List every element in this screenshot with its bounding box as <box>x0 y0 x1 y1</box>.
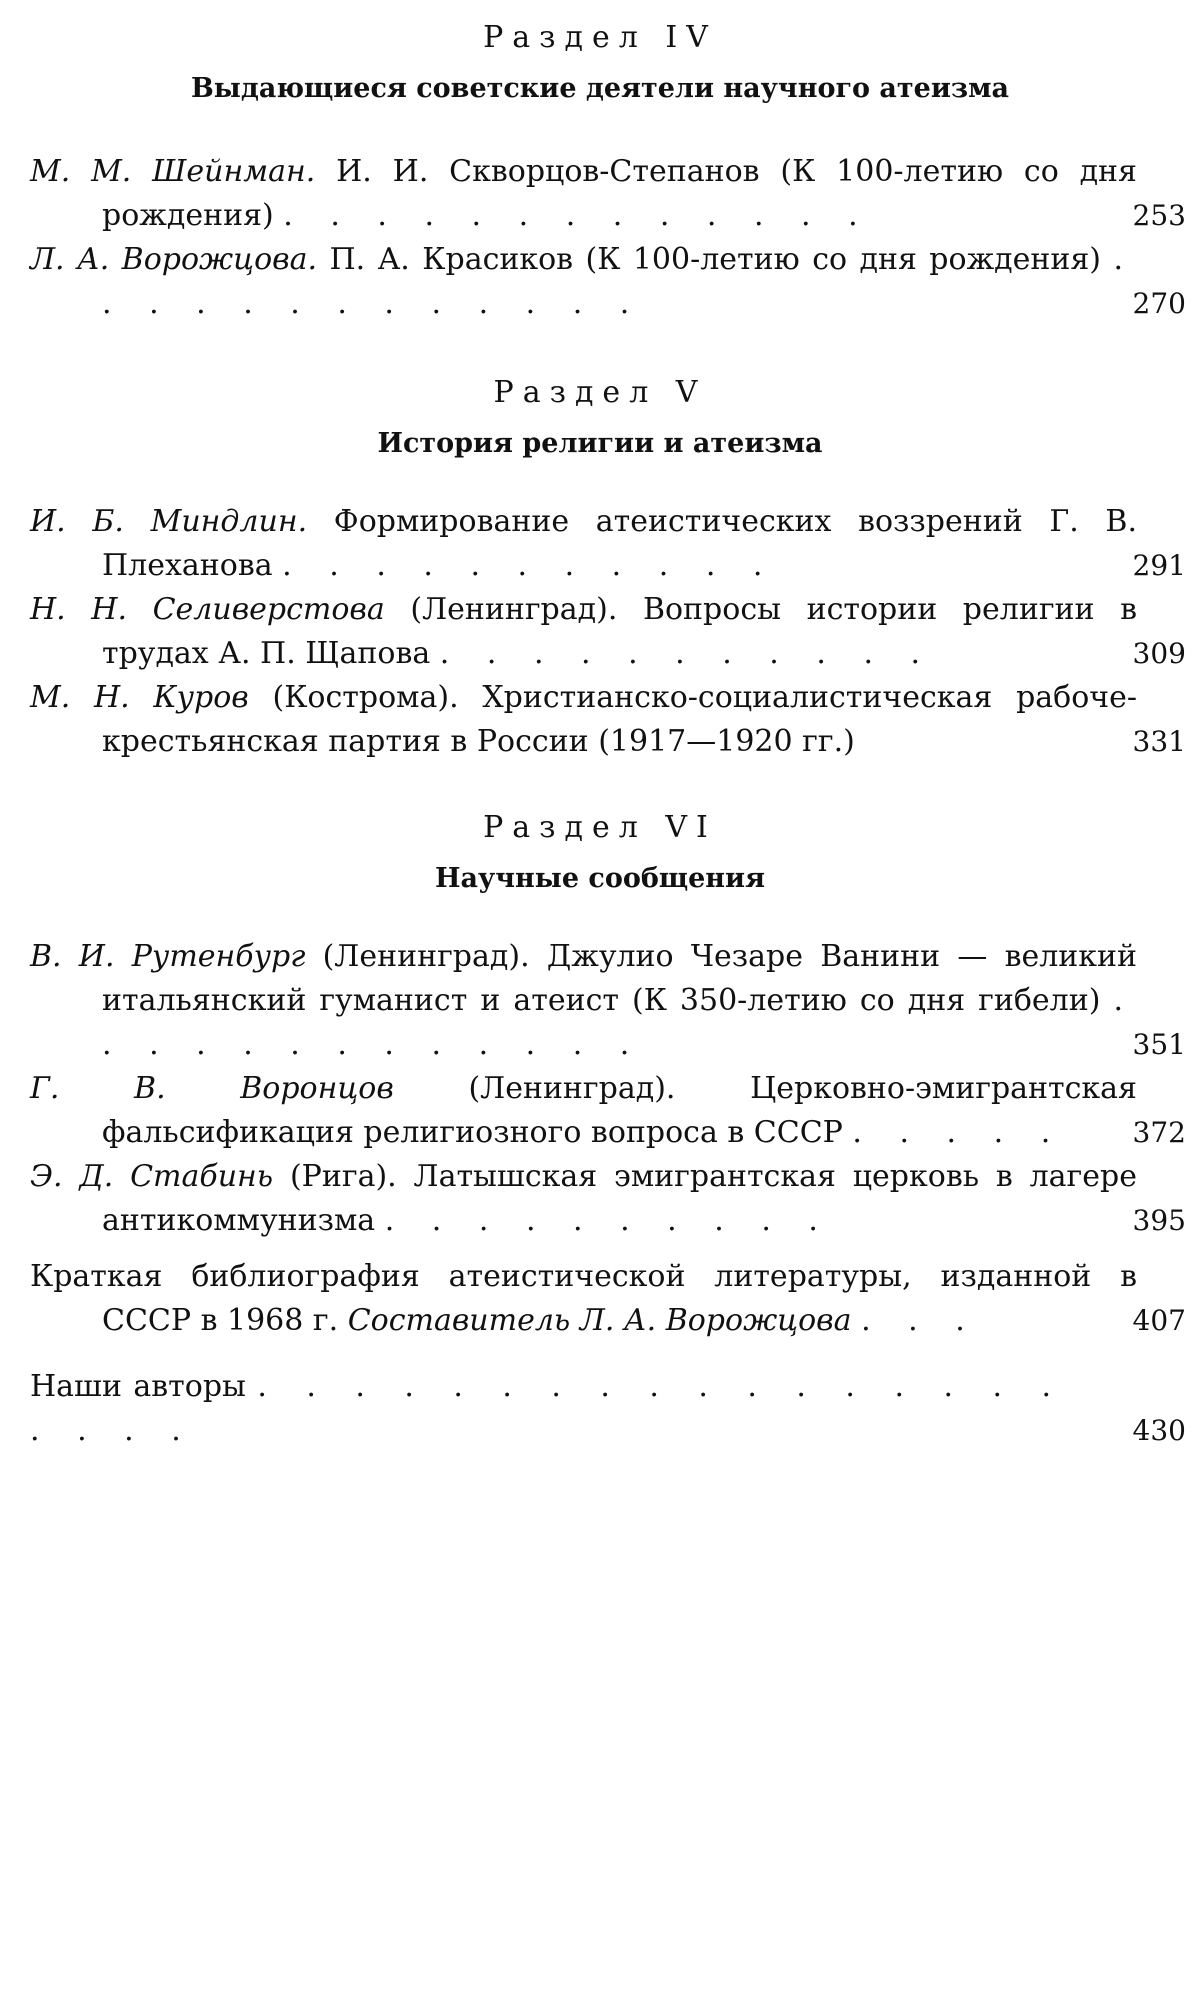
leader-dots: . . . . . . . . . . . <box>282 548 777 583</box>
leader-dots: . . . <box>861 1303 979 1338</box>
entry-title: Наши авторы <box>30 1369 246 1404</box>
section-title: Научные сообщения <box>434 863 766 894</box>
entry-compiler: Составитель Л. А. Ворожцова <box>347 1303 852 1338</box>
section-heading: Раздел IV <box>483 20 717 55</box>
section-heading: Раздел VI <box>483 810 717 845</box>
entry-page: 270 <box>1132 287 1186 320</box>
toc-entry[interactable] <box>30 935 1190 1067</box>
entry-title: И. И. Скворцов-Степанов (К 100-летию со дня рождения) <box>102 154 1137 233</box>
entry-title: (Рига). Латышская эмигрантская церковь в лагере антикоммунизма <box>102 1159 1137 1238</box>
entry-author: Г. В. Воронцов <box>30 1071 394 1106</box>
entry-title: (Ленинград). Церковно-эмигрантская фальсификация религиозного вопроса в СССР <box>102 1071 1137 1150</box>
toc-entry[interactable] <box>30 238 1190 326</box>
section-title: Выдающиеся советские деятели научного атеизма <box>190 73 1010 104</box>
section-heading: Раздел V <box>493 375 707 410</box>
leader-dots: . . . . . . . . . . . . . . . . . . . . . <box>30 1369 1065 1448</box>
toc-entry-authors[interactable] <box>30 1365 1190 1453</box>
toc-entry[interactable] <box>30 1155 1190 1243</box>
leader-dots: . . . . . . . . . . . . . <box>283 198 872 233</box>
toc-entry[interactable] <box>30 150 1190 238</box>
entry-title: Формирование атеистических воззрений Г. В. Плеханова <box>102 504 1137 583</box>
leader-dots: . . . . . . . . . . . . . <box>102 983 1137 1062</box>
leader-dots: . . . . . . . . . . . . . <box>102 242 1137 321</box>
toc-entry[interactable] <box>30 1067 1190 1155</box>
entry-page: 395 <box>1132 1204 1186 1237</box>
entry-author: М. М. Шейнман. <box>30 154 316 189</box>
leader-dots: . . . . . <box>852 1115 1065 1150</box>
entry-title: (Ленинград). Джулио Чезаре Ванини — великий итальянский гуманист и атеист (К 350-летию со дня гибели) <box>102 939 1137 1018</box>
entry-page: 407 <box>1132 1304 1186 1337</box>
entry-page: 291 <box>1132 549 1186 582</box>
entry-author: Н. Н. Селиверстова <box>30 592 385 627</box>
entry-page: 372 <box>1132 1116 1186 1149</box>
section-4 <box>0 20 1200 104</box>
section-6 <box>0 810 1200 894</box>
toc-entry[interactable] <box>30 500 1190 588</box>
entry-author: И. Б. Миндлин. <box>30 504 308 539</box>
toc-entry-bibliography[interactable] <box>30 1255 1190 1343</box>
toc-entry[interactable] <box>30 676 1190 764</box>
section-5 <box>0 375 1200 459</box>
toc-entry[interactable] <box>30 588 1190 676</box>
entry-page: 351 <box>1132 1028 1186 1061</box>
entry-page: 253 <box>1132 199 1186 232</box>
entry-title: Краткая библиография атеистической литературы, изданной в СССР в 1968 г. <box>30 1259 1137 1338</box>
entry-author: Л. А. Ворожцова. <box>30 242 318 277</box>
entry-author: В. И. Рутенбург <box>30 939 306 974</box>
entry-author: Э. Д. Стабинь <box>30 1159 274 1194</box>
entry-title: (Кострома). Христианско-социалистическая рабоче-крестьянская партия в России (1917—1920 гг.) <box>102 680 1138 759</box>
entry-title: П. А. Красиков (К 100-летию со дня рождения) <box>317 242 1102 277</box>
section-title: История религии и атеизма <box>377 428 823 459</box>
entry-title: (Ленинград). Вопросы истории религии в трудах А. П. Щапова <box>102 592 1137 671</box>
leader-dots: . . . . . . . . . . <box>384 1203 832 1238</box>
leader-dots: . . . . . . . . . . . <box>439 636 935 671</box>
entry-page: 331 <box>1132 725 1186 758</box>
entry-author: М. Н. Куров <box>30 680 249 715</box>
entry-page: 309 <box>1132 637 1186 670</box>
entry-page: 430 <box>1132 1414 1186 1447</box>
